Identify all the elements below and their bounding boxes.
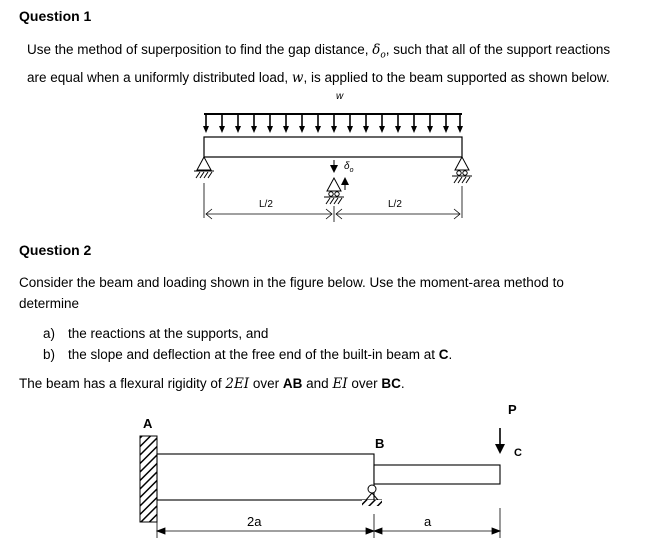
point-load-arrowhead [495, 444, 505, 454]
left-pin-support [194, 157, 214, 178]
q1-dimension-lines [204, 183, 462, 222]
middle-roller-support [324, 178, 344, 204]
beam-segment-ab [157, 454, 374, 500]
question-1-line-1: Use the method of superposition to find the gap distance, $\delta_o$, such that all of the support reactions [27, 42, 611, 61]
dim-right-label: a [424, 514, 432, 529]
beam-q1 [204, 137, 462, 157]
rigidity-statement: The beam has a flexural rigidity of 2EI over AB and EI over BC. [19, 376, 405, 392]
question-2-list [43, 323, 452, 365]
distributed-load-arrows [206, 114, 460, 128]
right-roller-support [452, 157, 472, 183]
beam-segment-bc [374, 465, 500, 484]
list-item-b: b) the slope and deflection at the free end of the built-in beam at C. [43, 347, 453, 362]
question-2-heading: Question 2 [19, 242, 92, 258]
span-left-label: L/2 [259, 199, 273, 210]
gap-label: $\delta_o$ [344, 161, 354, 174]
load-label: w [336, 91, 344, 102]
question-1-line-2: are equal when a uniformly distributed load, w, is applied to the beam supported as shown below. [27, 69, 610, 86]
label-a: A [143, 416, 153, 431]
dim-left-label: 2a [247, 514, 262, 529]
question-1-text [27, 39, 647, 89]
label-b: B [375, 436, 385, 451]
fixed-wall-support [140, 436, 157, 522]
question-1-heading: Question 1 [19, 8, 92, 24]
q2-dimension-lines [157, 508, 500, 538]
list-item-a: a) the reactions at the supports, and [43, 326, 269, 341]
roller-support-b [362, 485, 382, 506]
label-p: P [508, 402, 517, 417]
question-2-intro: Consider the beam and loading shown in the figure below. Use the moment-area method to determine [19, 275, 564, 311]
label-c: C [514, 447, 522, 459]
span-right-label: L/2 [388, 199, 402, 210]
